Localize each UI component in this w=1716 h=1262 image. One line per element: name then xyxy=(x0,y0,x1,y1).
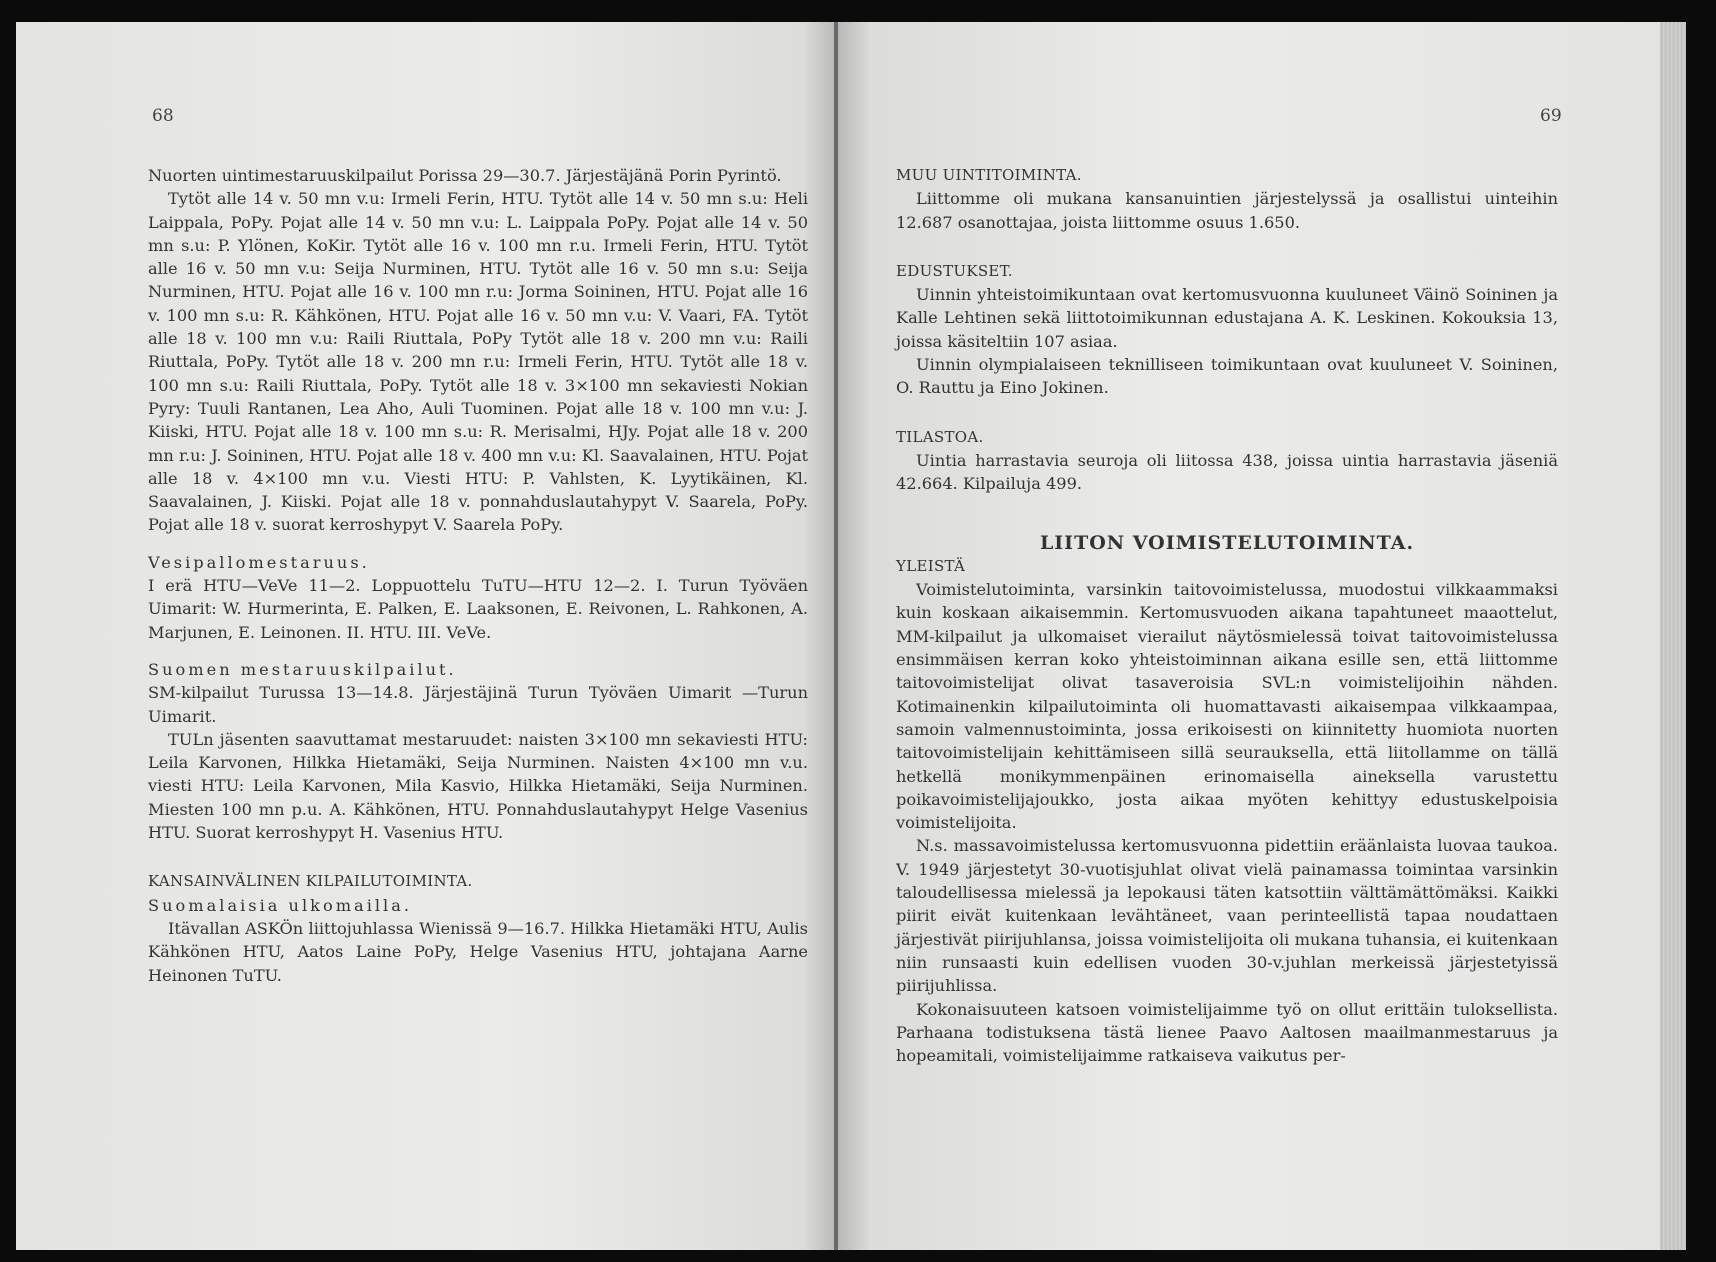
paragraph: Voimistelutoiminta, varsinkin taitovoimistelussa, muodostui vilkkaammaksi kuin koskaan aikaisemmin. Kertomusvuoden aikana tapahtuneet maaottelut, MM-kilpailut ja ulkomaiset vierailut näytösmielessä toivat taitovoimistelussa ensimmäisen kerran koko yhteistoiminnan aikana esille sen, että liittomme taitovoimistelijat olivat tasaveroisia SVL:n voimistelijoihin nähden. Kotimainenkin kilpailutoiminta oli huomattavasti aikaisempaa vilkkaampaa, samoin valmennustoiminta, jossa erikoisesti on kiinnitetty huomiota nuorten taitovoimistelijain kehittämiseen sillä seurauksella, että liitollamme on tällä hetkellä monikymmenpäinen erinomaisella aineksella varustettu poikavoimistelijajoukko, josta aikaa myöten kehittyy edustuskelpoisia voimistelijoita. xyxy=(896,580,1558,833)
paragraph: Itävallan ASKÖn liittojuhlassa Wienissä 9—16.7. Hilkka Hietamäki HTU, Aulis Kähkönen HTU, Aatos Laine PoPy, Helge Vasenius HTU, johtajana Aarne Heinonen TuTU. xyxy=(148,918,808,985)
section-heading: Suomalaisia ulkomailla. xyxy=(148,895,413,915)
left-page xyxy=(16,22,836,1250)
paragraph: Kokonaisuuteen katsoen voimistelijaimme työ on ollut erittäin tuloksellista. Parhaana todistuksena tästä lienee Paavo Aaltosen maailmanmestaruus ja hopeamitali, voimistelijaimme ratkaiseva vaikutus per- xyxy=(896,999,1558,1066)
section-heading: YLEISTÄ xyxy=(896,556,966,575)
section-heading: TILASTOA. xyxy=(896,427,984,446)
chapter-title: LIITON VOIMISTELUTOIMINTA. xyxy=(1039,531,1415,554)
paragraph: TULn jäsenten saavuttamat mestaruudet: naisten 3×100 mn sekaviesti HTU: Leila Karvonen, Hilkka Hietamäki, Seija Nurminen. Naisten 4×100 mn v.u. viesti HTU: Leila Karvonen, Mila Kasvio, Hilkka Hietamäki, Seija Nurminen. Miesten 100 mn p.u. A. Kähkönen, HTU. Ponnahduslautahypyt Helge Vasenius HTU. Suorat kerroshypyt H. Vasenius HTU. xyxy=(148,729,808,843)
page-number-right: 69 xyxy=(1540,106,1562,126)
paragraph: Uinnin yhteistoimikuntaan ovat kertomusvuonna kuuluneet Väinö Soininen ja Kalle Lehtinen sekä liittotoimikunnan edustajana A. K. Leskinen. Kokouksia 13, joissa käsiteltiin 107 asiaa. xyxy=(896,285,1558,351)
section-heading: Vesipallomestaruus. xyxy=(148,552,370,572)
section-heading: EDUSTUKSET. xyxy=(896,261,1013,280)
left-page-text xyxy=(148,164,808,987)
section-heading: Suomen mestaruuskilpailut. xyxy=(148,659,457,679)
paragraph: Uinnin olympialaiseen teknilliseen toimikuntaan ovat kuuluneet V. Soininen, O. Rauttu ja Eino Jokinen. xyxy=(896,355,1558,398)
section-heading: KANSAINVÄLINEN KILPAILUTOIMINTA. xyxy=(148,872,473,891)
paragraph: N.s. massavoimistelussa kertomusvuonna pidettiin eräänlaista luovaa taukoa. V. 1949 järjestetyt 30-vuotisjuhlat olivat vielä painamassa toimintaa varsinkin taloudellisessa mielessä ja lepokausi täten katsottiin välttämättömäksi. Kaikki piirit eivät kuitenkaan levähtäneet, vaan perinteellistä tapaa noudattaen järjestivät piirijuhlansa, joissa voimistelijoita oli mukana tuhansia, ei kuitenkaan niin runsaasti kuin edellisen vuoden 30-v.juhlan merkeissä järjestetyissä piirijuhlissa. xyxy=(896,836,1558,996)
right-page-text xyxy=(896,164,1558,1067)
right-page xyxy=(838,22,1660,1250)
page-number-left: 68 xyxy=(152,106,174,126)
paragraph: SM-kilpailut Turussa 13—14.8. Järjestäjinä Turun Työväen Uimarit —Turun Uimarit. xyxy=(148,683,808,726)
paragraph: Nuorten uintimestaruuskilpailut Porissa 29—30.7. Järjestäjänä Porin Pyrintö. xyxy=(148,166,782,185)
paragraph: Uintia harrastavia seuroja oli liitossa 438, joissa uintia harrastavia jäseniä 42.664. Kilpailuja 499. xyxy=(896,450,1558,494)
paragraph: Liittomme oli mukana kansanuintien järjestelyssä ja osallistui uinteihin 12.687 osanottajaa, joista liittomme osuus 1.650. xyxy=(896,189,1558,232)
section-heading: MUU UINTITOIMINTA. xyxy=(896,166,1082,184)
paragraph: I erä HTU—VeVe 11—2. Loppuottelu TuTU—HTU 12—2. I. Turun Työväen Uimarit: W. Hurmerinta, E. Palken, E. Laaksonen, E. Reivonen, L. Rahkonen, A. Marjunen, E. Leinonen. II. HTU. III. VeVe. xyxy=(148,576,808,642)
paragraph: Tytöt alle 14 v. 50 mn v.u: Irmeli Ferin, HTU. Tytöt alle 14 v. 50 mn s.u: Heli Laippala, PoPy. Pojat alle 14 v. 50 mn v.u: L. Laippala PoPy. Pojat alle 14 v. 50 mn s.u: P. Ylönen, KoKir. Tytöt alle 16 v. 100 mn r.u. Irmeli Ferin, HTU. Tytöt alle 16 v. 50 mn v.u: Seija Nurminen, HTU. Tytöt alle 16 v. 50 mn s.u: Seija Nurminen, HTU. Pojat alle 16 v. 100 mn r.u: Jorma Soininen, HTU. Pojat alle 16 v. 100 mn s.u: R. Kähkönen, HTU. Pojat alle 16 v. 50 mn v.u: V. Vaari, FA. Tytöt alle 18 v. 100 mn v.u: Raili Riuttala, PoPy Tytöt alle 18 v. 200 mn v.u: Raili Riuttala, PoPy. Tytöt alle 18 v. 200 mn r.u: Irmeli Ferin, HTU. Tytöt alle 18 v. 100 mn s.u: Raili Riuttala, PoPy. Tytöt alle 18 v. 3×100 mn sekaviesti Nokian Pyry: Tuuli Rantanen, Lea Aho, Auli Tuominen. Pojat alle 18 v. 100 mn v.u: J. Kiiski, HTU. Pojat alle 18 v. 100 mn s.u: R. Merisalmi, HJy. Pojat alle 18 v. 200 mn r.u: J. Soininen, HTU. Pojat alle 18 v. 400 mn v.u: Kl. Saavalainen, HTU. Pojat alle 18 v. 4×100 mn v.u. Viesti HTU: P. Vahlsten, K. Lyytikäinen, Kl. Saavalainen, J. Kiiski. Pojat alle 18 v. ponnahduslautahypyt V. Saarela, PoPy. Pojat alle 18 v. suorat kerroshypyt V. Saarela PoPy. xyxy=(148,189,808,535)
page-edges xyxy=(1660,22,1686,1250)
